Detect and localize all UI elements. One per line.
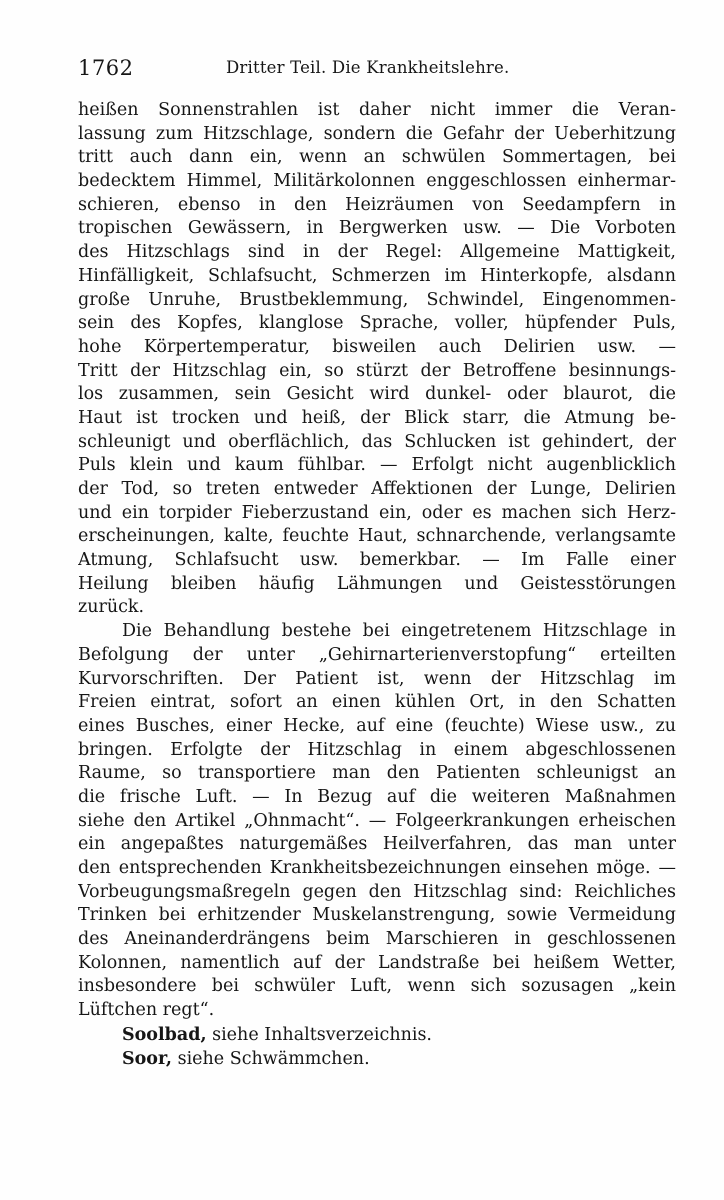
text-line: die frische Luft. — In Bezug auf die weiteren Maßnahmen	[78, 786, 676, 807]
text-line: los zusammen, sein Gesicht wird dunkel- oder blaurot, die	[78, 384, 676, 405]
entry-headword: Soor,	[122, 1048, 173, 1069]
text-line: bringen. Erfolgte der Hitzschlag in einem abgeschlossenen	[78, 739, 676, 760]
text-line: Kurvorschriften. Der Patient ist, wenn der Hitzschlag im	[78, 668, 676, 689]
text-line: tropischen Gewässern, in Bergwerken usw. — Die Vorboten	[78, 218, 676, 239]
text-line: zurück.	[78, 597, 145, 618]
text-line: heißen Sonnenstrahlen ist daher nicht immer die Veran-	[78, 100, 676, 120]
text-line: und ein torpider Fieberzustand ein, oder es machen sich Herz-	[78, 502, 676, 523]
text-line: Befolgung der unter „Gehirnarterienverstopfung“ erteilten	[78, 644, 676, 665]
text-line: Tritt der Hitzschlag ein, so stürzt der Betroffene besinnungs-	[78, 360, 676, 381]
running-head: Dritter Teil. Die Krankheitslehre.	[226, 58, 510, 77]
entry-reference: siehe Inhaltsverzeichnis.	[206, 1024, 432, 1045]
text-line: eines Busches, einer Hecke, auf eine (feuchte) Wiese usw., zu	[78, 715, 676, 736]
text-line: Freien eintrat, sofort an einen kühlen Ort, in den Schatten	[78, 692, 676, 713]
text-line: bedecktem Himmel, Militärkolonnen enggeschlossen einhermar-	[78, 171, 676, 192]
text-line: des Aneinanderdrängens beim Marschieren in geschlossenen	[78, 929, 676, 950]
text-line: hohe Körpertemperatur, bisweilen auch Delirien usw. —	[78, 336, 676, 357]
text-line: tritt auch dann ein, wenn an schwülen Sommertagen, bei	[78, 147, 676, 168]
text-line: Heilung bleiben häufig Lähmungen und Geistesstörungen	[78, 573, 676, 594]
text-line: Atmung, Schlafsucht usw. bemerkbar. — Im Falle einer	[78, 550, 676, 571]
text-line: der Tod, so treten entweder Affektionen der Lunge, Delirien	[78, 479, 676, 499]
text-line: erscheinungen, kalte, feuchte Haut, schnarchende, verlangsamte	[78, 526, 676, 547]
text-line: lassung zum Hitzschlage, sondern die Gefahr der Ueberhitzung	[78, 123, 676, 144]
text-line: Trinken bei erhitzender Muskelanstrengung, sowie Vermeidung	[78, 905, 676, 926]
text-line: siehe den Artikel „Ohnmacht“. — Folgeerkrankungen erheischen	[78, 810, 676, 831]
text-line: große Unruhe, Brustbeklemmung, Schwindel, Eingenommen-	[78, 289, 676, 310]
text-line: Kolonnen, namentlich auf der Landstraße bei heißem Wetter,	[78, 952, 676, 973]
text-line: Puls klein und kaum fühlbar. — Erfolgt nicht augenblicklich	[78, 455, 676, 476]
entry-reference: siehe Schwämmchen.	[172, 1048, 370, 1069]
dictionary-entry	[78, 1023, 676, 1047]
text-line: Lüftchen regt“.	[78, 1000, 215, 1021]
paragraphs	[78, 99, 676, 1023]
body-text	[78, 99, 676, 1071]
dictionary-entry	[78, 1047, 676, 1071]
text-line: des Hitzschlags sind in der Regel: Allgemeine Mattigkeit,	[78, 242, 676, 263]
text-line: ein angepaßtes naturgemäßes Heilverfahren, das man unter	[78, 834, 676, 855]
text-line: Haut ist trocken und heiß, der Blick starr, die Atmung be-	[78, 407, 676, 428]
text-line: den entsprechenden Krankheitsbezeichnungen einsehen möge. —	[78, 858, 676, 878]
text-line: insbesondere bei schwüler Luft, wenn sich sozusagen „kein	[78, 976, 676, 997]
entry-headword: Soolbad,	[122, 1024, 207, 1045]
text-line: sein des Kopfes, klanglose Sprache, voller, hüpfender Puls,	[78, 313, 676, 334]
text-line: Raume, so transportiere man den Patienten schleunigst an	[78, 763, 676, 784]
text-line: Vorbeugungsmaßregeln gegen den Hitzschlag sind: Reichliches	[78, 881, 676, 902]
text-line: schleunigt und oberflächlich, das Schlucken ist gehindert, der	[78, 431, 676, 452]
page-number: 1762	[78, 56, 134, 80]
text-line: Die Behandlung bestehe bei eingetretenem Hitzschlage in	[122, 621, 676, 642]
page-header	[78, 56, 678, 86]
text-line: Hinfälligkeit, Schlafsucht, Schmerzen im Hinterkopfe, alsdann	[78, 265, 676, 286]
text-line: schieren, ebenso in den Heizräumen von Seedampfern in	[78, 194, 676, 215]
dictionary-entries	[78, 1023, 676, 1071]
